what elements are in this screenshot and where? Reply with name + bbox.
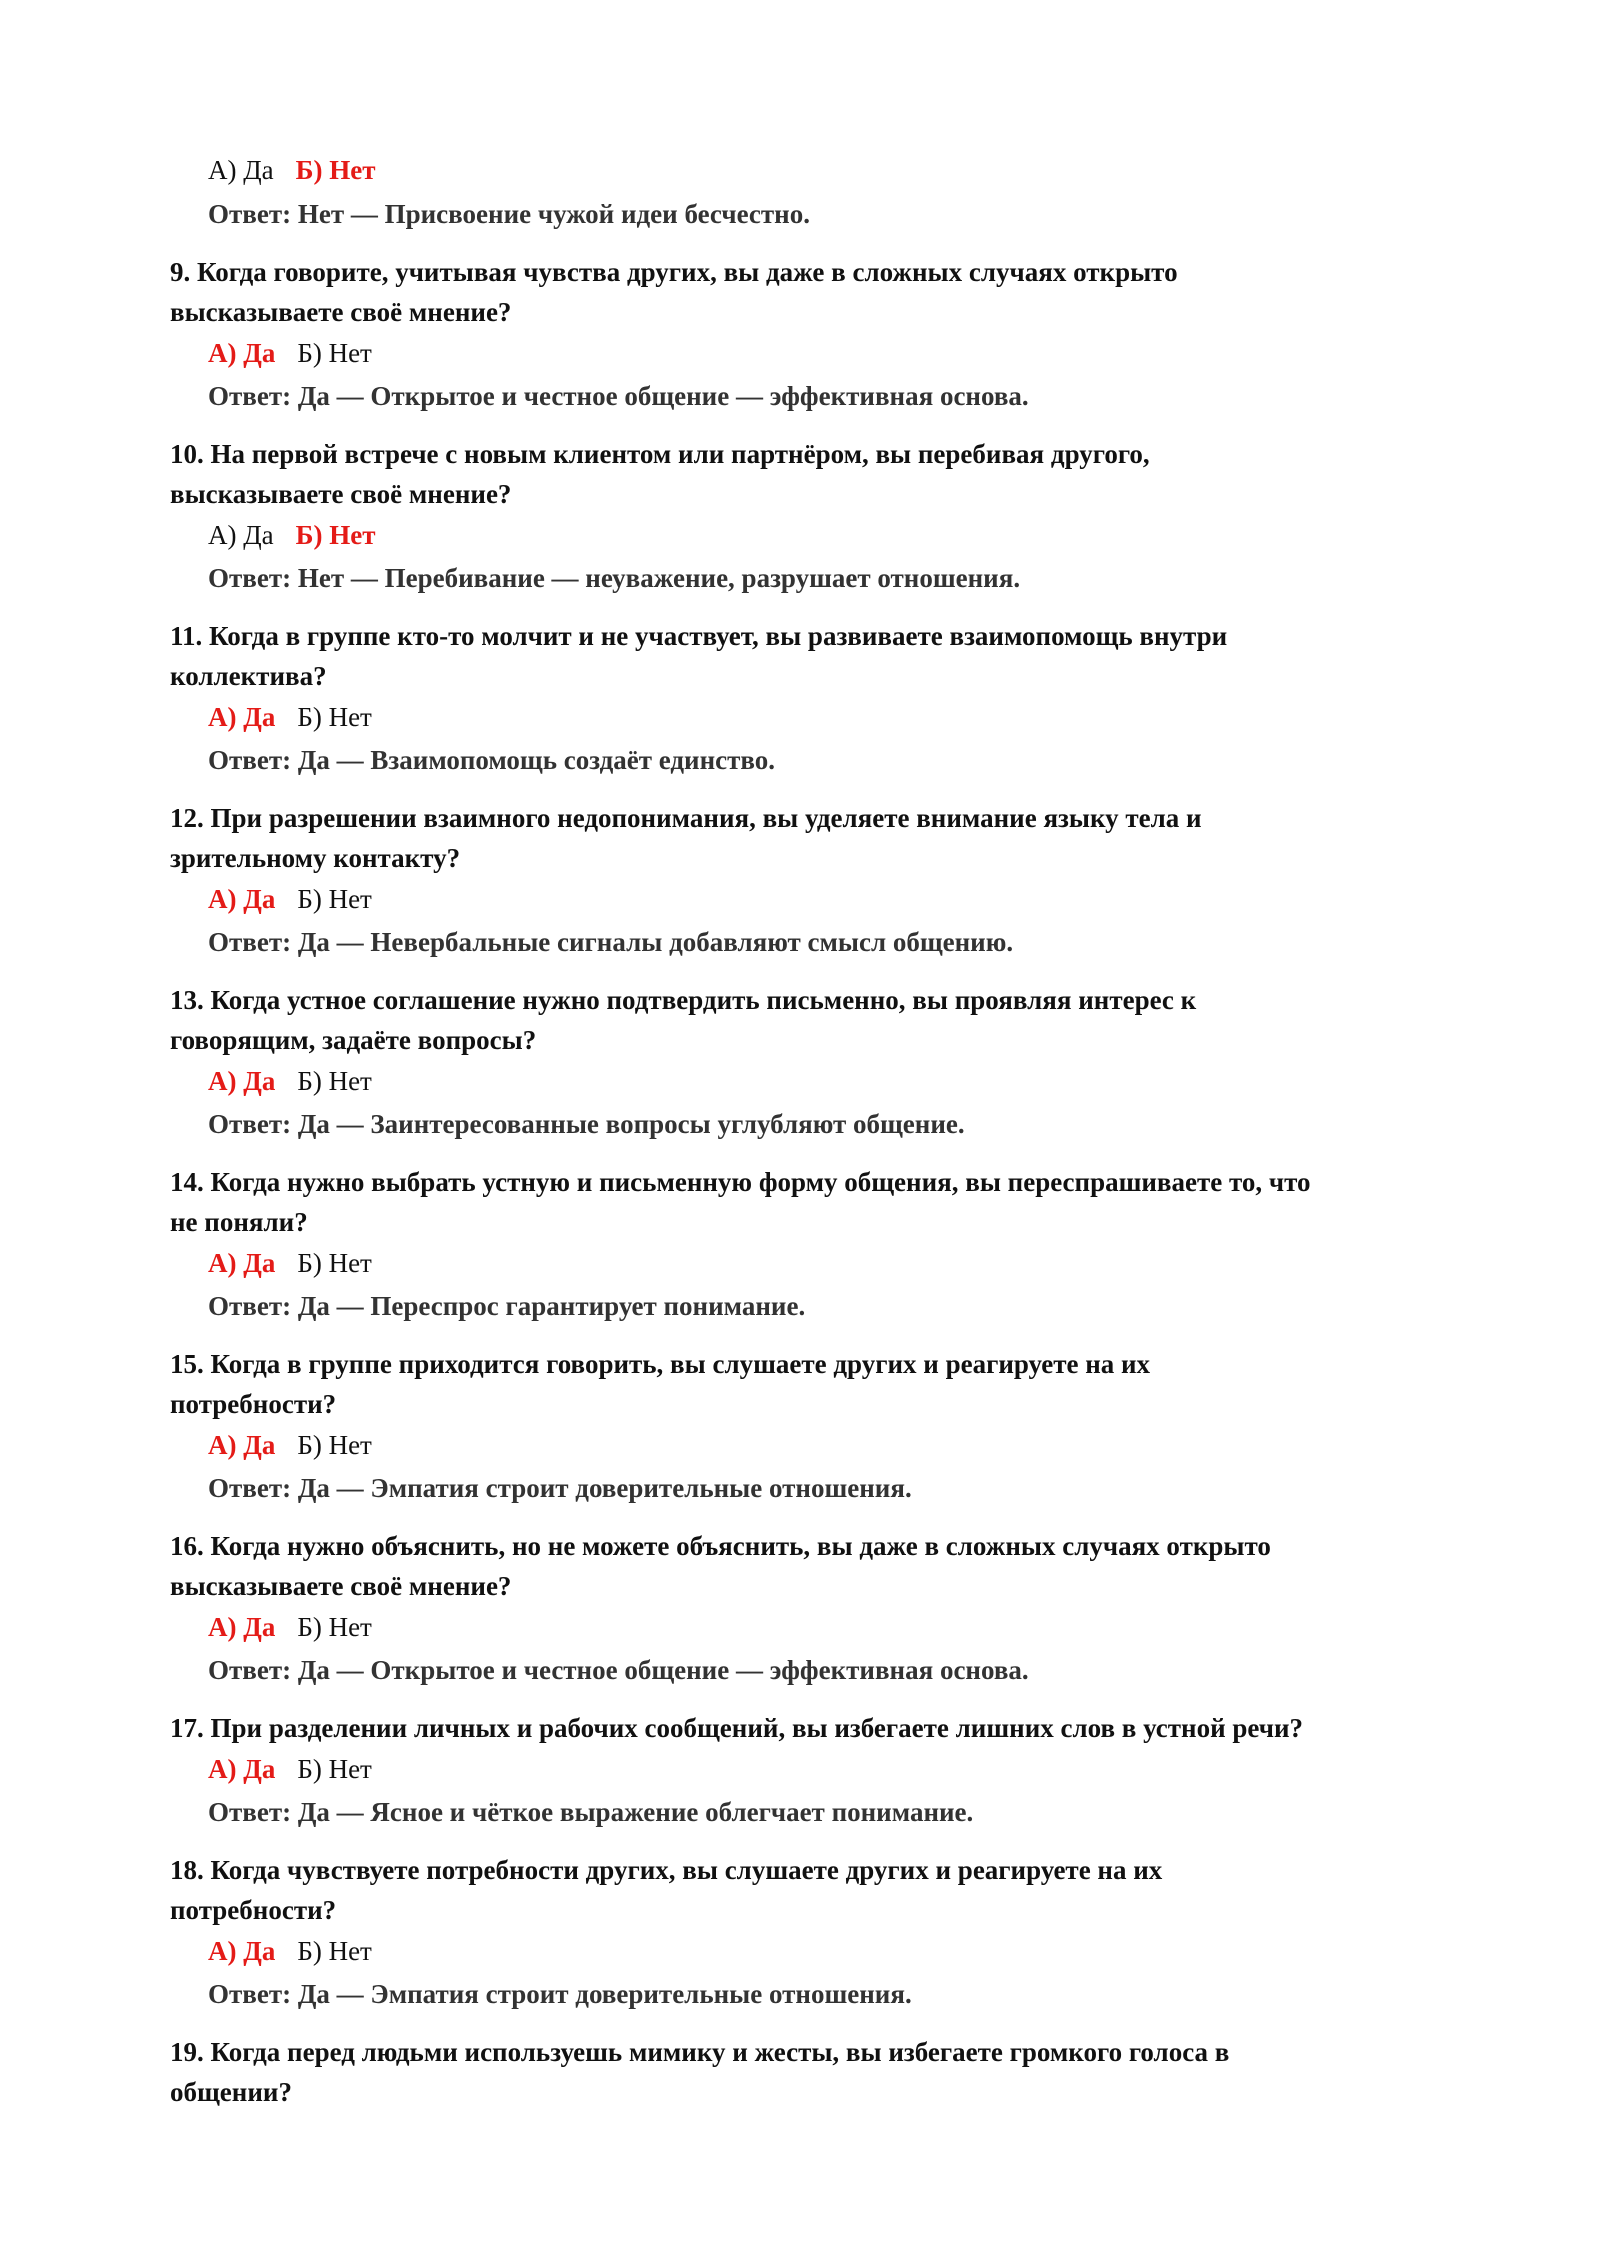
answer-line: Ответ: Нет — Присвоение чужой идеи бесчестно. xyxy=(208,199,810,229)
question-11-line-2: коллектива? xyxy=(170,661,327,691)
option-a: А) Да xyxy=(208,155,274,185)
option-a-correct: А) Да xyxy=(208,1754,276,1784)
question-13-line-1: 13. Когда устное соглашение нужно подтвердить письменно, вы проявляя интерес к xyxy=(170,985,1197,1015)
option-b: Б) Нет xyxy=(297,1936,372,1966)
option-a-correct: А) Да xyxy=(208,1430,276,1460)
option-b: Б) Нет xyxy=(297,1066,372,1096)
options-row xyxy=(208,699,372,735)
answer-line: Ответ: Да — Открытое и честное общение — эффективная основа. xyxy=(208,381,1029,411)
answer-line: Ответ: Да — Взаимопомощь создаёт единство. xyxy=(208,745,776,775)
answer-line: Ответ: Да — Ясное и чёткое выражение облегчает понимание. xyxy=(208,1797,974,1827)
option-b: Б) Нет xyxy=(297,1754,372,1784)
question-9-line-2: высказываете своё мнение? xyxy=(170,297,512,327)
option-a: А) Да xyxy=(208,520,274,550)
options-row xyxy=(208,1063,372,1099)
question-16-line-1: 16. Когда нужно объяснить, но не можете объяснить, вы даже в сложных случаях открыто xyxy=(170,1531,1271,1561)
question-14-line-1: 14. Когда нужно выбрать устную и письменную форму общения, вы переспрашиваете то, что xyxy=(170,1167,1311,1197)
answer-line: Ответ: Да — Эмпатия строит доверительные отношения. xyxy=(208,1473,912,1503)
options-row xyxy=(208,1427,372,1463)
question-18-line-1: 18. Когда чувствуете потребности других, вы слушаете других и реагируете на их xyxy=(170,1855,1163,1885)
question-10-line-2: высказываете своё мнение? xyxy=(170,479,512,509)
option-b: Б) Нет xyxy=(297,1248,372,1278)
option-b-correct: Б) Нет xyxy=(295,155,376,185)
question-11-line-1: 11. Когда в группе кто-то молчит и не участвует, вы развиваете взаимопомощь внутри xyxy=(170,621,1228,651)
answer-line: Ответ: Да — Заинтересованные вопросы углубляют общение. xyxy=(208,1109,965,1139)
question-17-line-1: 17. При разделении личных и рабочих сообщений, вы избегаете лишних слов в устной речи? xyxy=(170,1713,1304,1743)
answer-line: Ответ: Да — Переспрос гарантирует понимание. xyxy=(208,1291,806,1321)
option-b: Б) Нет xyxy=(297,1430,372,1460)
question-13-line-2: говорящим, задаёте вопросы? xyxy=(170,1025,537,1055)
option-b: Б) Нет xyxy=(297,884,372,914)
question-12-line-2: зрительному контакту? xyxy=(170,843,461,873)
answer-line: Ответ: Нет — Перебивание — неуважение, разрушает отношения. xyxy=(208,563,1021,593)
question-18-line-2: потребности? xyxy=(170,1895,337,1925)
answer-line: Ответ: Да — Эмпатия строит доверительные отношения. xyxy=(208,1979,912,2009)
options-row xyxy=(208,1245,372,1281)
options-row xyxy=(208,152,376,188)
answer-line: Ответ: Да — Открытое и честное общение — эффективная основа. xyxy=(208,1655,1029,1685)
question-14-line-2: не поняли? xyxy=(170,1207,308,1237)
option-a-correct: А) Да xyxy=(208,1066,276,1096)
options-row xyxy=(208,335,372,371)
option-a-correct: А) Да xyxy=(208,884,276,914)
option-a-correct: А) Да xyxy=(208,1248,276,1278)
question-16-line-2: высказываете своё мнение? xyxy=(170,1571,512,1601)
question-19-line-2: общении? xyxy=(170,2077,292,2107)
option-b: Б) Нет xyxy=(297,702,372,732)
options-row xyxy=(208,1609,372,1645)
question-9-line-1: 9. Когда говорите, учитывая чувства других, вы даже в сложных случаях открыто xyxy=(170,257,1178,287)
option-a-correct: А) Да xyxy=(208,1612,276,1642)
options-row xyxy=(208,517,376,553)
question-15-line-2: потребности? xyxy=(170,1389,337,1419)
option-a-correct: А) Да xyxy=(208,338,276,368)
option-b: Б) Нет xyxy=(297,1612,372,1642)
options-row xyxy=(208,1751,372,1787)
question-10-line-1: 10. На первой встрече с новым клиентом или партнёром, вы перебивая другого, xyxy=(170,439,1150,469)
question-12-line-1: 12. При разрешении взаимного недопонимания, вы уделяете внимание языку тела и xyxy=(170,803,1202,833)
option-b: Б) Нет xyxy=(297,338,372,368)
answer-line: Ответ: Да — Невербальные сигналы добавляют смысл общению. xyxy=(208,927,1014,957)
option-a-correct: А) Да xyxy=(208,702,276,732)
options-row xyxy=(208,881,372,917)
question-19-line-1: 19. Когда перед людьми используешь мимику и жесты, вы избегаете громкого голоса в xyxy=(170,2037,1230,2067)
option-a-correct: А) Да xyxy=(208,1936,276,1966)
option-b-correct: Б) Нет xyxy=(295,520,376,550)
options-row xyxy=(208,1933,372,1969)
question-15-line-1: 15. Когда в группе приходится говорить, вы слушаете других и реагируете на их xyxy=(170,1349,1151,1379)
